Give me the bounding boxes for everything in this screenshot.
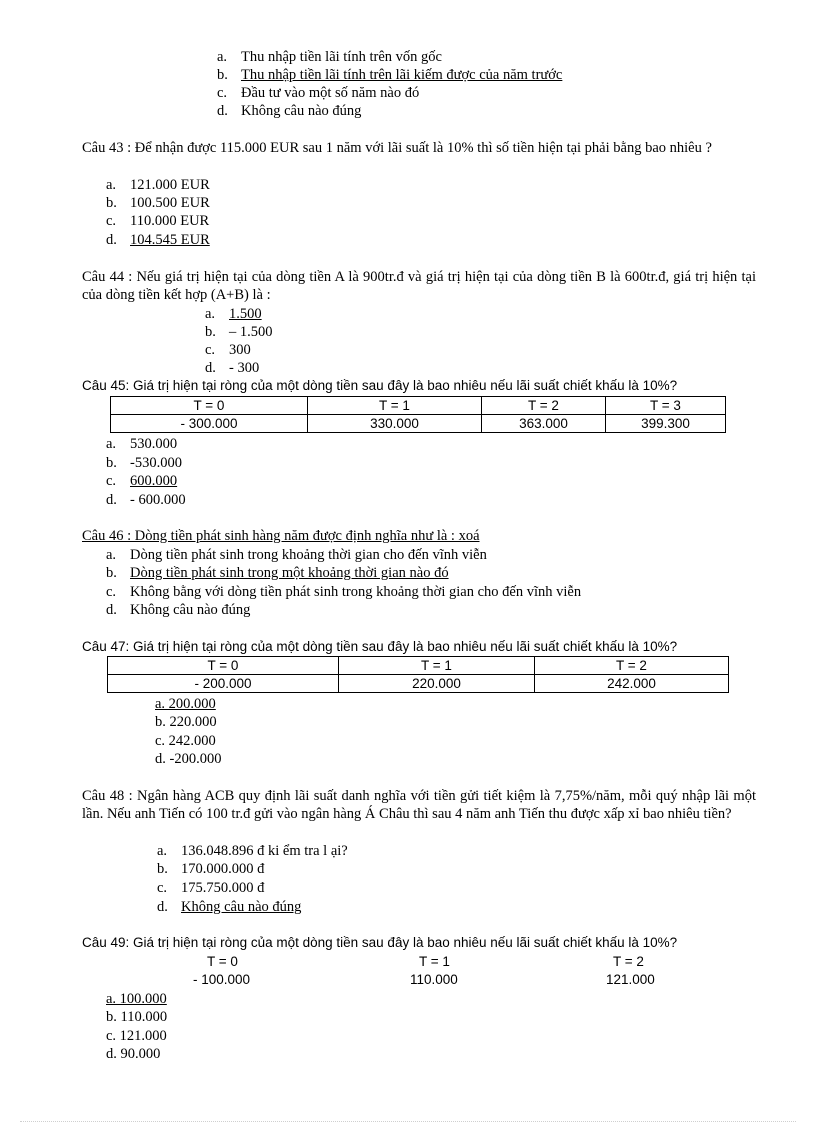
q44-text: Câu 44 : Nếu giá trị hiện tại của dòng tiền A là 900tr.đ và giá trị hiện tại của dòng tiền B là 600tr.đ, giá trị hiện tại của dòng tiền kết hợp (A+B) là : — [82, 269, 756, 303]
q48-option-b: b. 170.000.000 đ — [157, 861, 265, 877]
q45-option-b: b. -530.000 — [106, 455, 182, 471]
q42-option-d: d. Không câu nào đúng — [217, 103, 362, 119]
table-header-cell: T = 0 — [111, 397, 308, 415]
table-header-cell: T = 2 — [482, 397, 606, 415]
table-cell: - 200.000 — [108, 675, 339, 693]
q48-option-a: a. 136.048.896 đ ki ểm tra l ại? — [157, 843, 348, 859]
q49-header-t0: T = 0 — [207, 954, 238, 969]
q49-option-b: b. 110.000 — [106, 1009, 168, 1025]
table-cell: 399.300 — [606, 415, 726, 433]
q47-text: Câu 47: Giá trị hiện tại ròng của một dòng tiền sau đây là bao nhiêu nếu lãi suất chiết khấu là 10%? — [82, 639, 678, 654]
q42-option-c: c. Đầu tư vào một số năm nào đó — [217, 85, 420, 101]
table-header-row — [111, 397, 726, 415]
q49-option-c: c. 121.000 — [106, 1028, 167, 1044]
q48-text: Câu 48 : Ngân hàng ACB quy định lãi suất danh nghĩa với tiền gửi tiết kiệm là 7,75%/năm, mỗi quý nhập lãi một lần. Nếu anh Tiến có 100 tr.đ gửi vào ngân hàng Á Châu thì sau 4 năm anh Tiến thu được xấp xỉ bao nhiêu tiền? — [82, 788, 756, 822]
q49-header-t1: T = 1 — [419, 954, 450, 969]
table-cell: 330.000 — [308, 415, 482, 433]
table-header-cell: T = 0 — [108, 657, 339, 675]
q48-option-d: d. Không câu nào đúng — [157, 899, 302, 915]
q44-option-b: b. – 1.500 — [205, 324, 273, 340]
page-bottom-divider — [20, 1121, 796, 1122]
q42-option-b: b. Thu nhập tiền lãi tính trên lãi kiếm được của năm trước — [217, 67, 563, 83]
table-cell: - 300.000 — [111, 415, 308, 433]
q45-cashflow-table — [110, 396, 726, 433]
q43-option-a: a. 121.000 EUR — [106, 177, 210, 193]
q45-option-a: a. 530.000 — [106, 436, 178, 452]
q43-option-b: b. 100.500 EUR — [106, 195, 210, 211]
table-header-cell: T = 2 — [535, 657, 729, 675]
q43-text: Câu 43 : Để nhận được 115.000 EUR sau 1 năm với lãi suất là 10% thì số tiền hiện tại phải bằng bao nhiêu ? — [82, 140, 712, 156]
q45-option-c: c. 600.000 — [106, 473, 178, 489]
q43-option-d: d. 104.545 EUR — [106, 232, 210, 248]
q46-option-c: c. Không bằng với dòng tiền phát sinh trong khoảng thời gian cho đến vĩnh viễn — [106, 584, 582, 600]
q47-option-c: c. 242.000 — [155, 733, 216, 749]
q49-header-t2: T = 2 — [613, 954, 644, 969]
table-header-cell: T = 3 — [606, 397, 726, 415]
q46-text: Câu 46 : Dòng tiền phát sinh hàng năm được định nghĩa như là : xoá — [82, 528, 480, 544]
q47-option-a: a. 200.000 — [155, 696, 216, 712]
q44-option-c: c. 300 — [205, 342, 251, 358]
table-cell: 242.000 — [535, 675, 729, 693]
q44-option-d: d. - 300 — [205, 360, 260, 376]
q49-value-t0: - 100.000 — [193, 972, 251, 987]
q46-option-b: b. Dòng tiền phát sinh trong một khoảng thời gian nào đó — [106, 565, 449, 581]
table-header-row — [108, 657, 729, 675]
q44-option-a: a. 1.500 — [205, 306, 262, 322]
table-row — [111, 415, 726, 433]
q45-text: Câu 45: Giá trị hiện tại ròng của một dòng tiền sau đây là bao nhiêu nếu lãi suất chiết khấu là 10%? — [82, 378, 678, 393]
q49-value-t1: 110.000 — [410, 972, 458, 987]
q46-option-d: d. Không câu nào đúng — [106, 602, 251, 618]
q49-value-t2: 121.000 — [606, 972, 655, 987]
q42-option-a: a. Thu nhập tiền lãi tính trên vốn gốc — [217, 49, 442, 65]
q49-option-a: a. 100.000 — [106, 991, 167, 1007]
q47-option-b: b. 220.000 — [155, 714, 217, 730]
q48-option-c: c. 175.750.000 đ — [157, 880, 265, 896]
q47-option-d: d. -200.000 — [155, 751, 222, 767]
q49-text: Câu 49: Giá trị hiện tại ròng của một dòng tiền sau đây là bao nhiêu nếu lãi suất chiết khấu là 10%? — [82, 935, 678, 950]
table-cell: 363.000 — [482, 415, 606, 433]
q43-option-c: c. 110.000 EUR — [106, 213, 210, 229]
table-row — [108, 675, 729, 693]
table-header-cell: T = 1 — [339, 657, 535, 675]
q46-option-a: a. Dòng tiền phát sinh trong khoảng thời gian cho đến vĩnh viễn — [106, 547, 487, 563]
q47-cashflow-table — [107, 656, 729, 693]
q45-option-d: d. - 600.000 — [106, 492, 186, 508]
table-header-cell: T = 1 — [308, 397, 482, 415]
q49-option-d: d. 90.000 — [106, 1046, 161, 1062]
table-cell: 220.000 — [339, 675, 535, 693]
